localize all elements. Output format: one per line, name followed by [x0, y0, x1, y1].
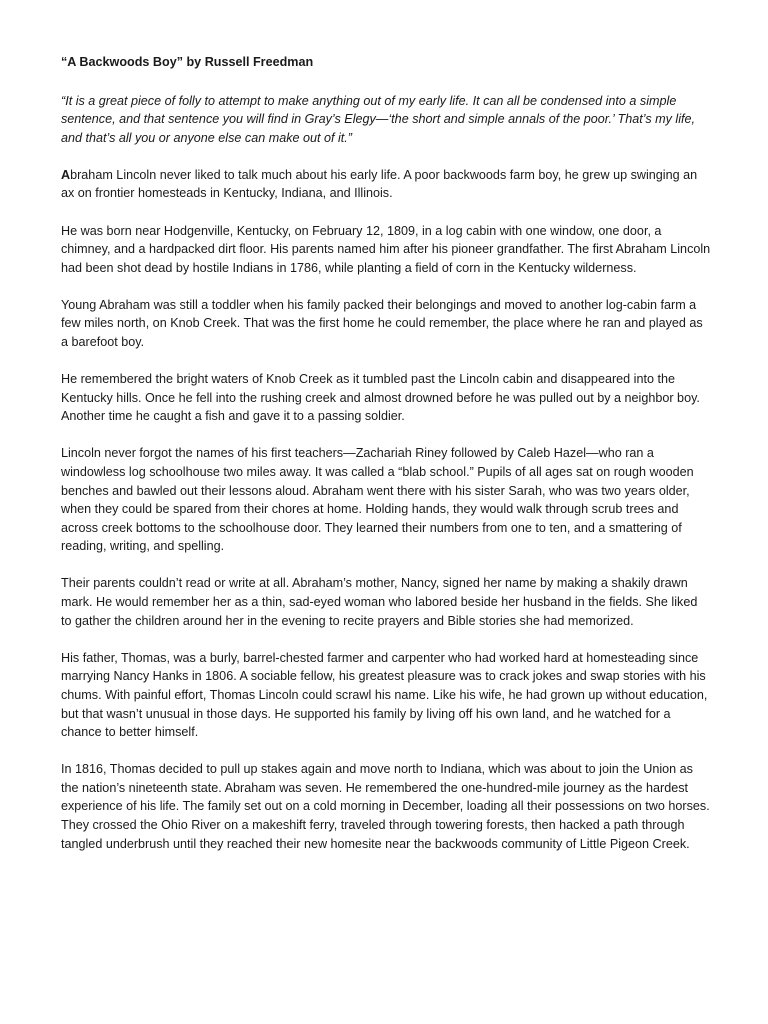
- paragraph-3: Young Abraham was still a toddler when his family packed their belongings and moved to another log-cabin farm a few miles north, on Knob Creek. That was the first home he could remember, the place where he ran and played as a barefoot boy.: [61, 297, 703, 350]
- document-title: “A Backwoods Boy” by Russell Freedman: [61, 55, 314, 69]
- paragraph-4: He remembered the bright waters of Knob Creek as it tumbled past the Lincoln cabin and disappeared into the Kentucky hills. Once he fell into the rushing creek and almost drowned before he was pulled out by a neighbor boy. Another time he caught a fish and gave it to a passing soldier.: [61, 372, 700, 424]
- paragraph-6: Their parents couldn’t read or write at all. Abraham’s mother, Nancy, signed her name by making a shakily drawn mark. He would remember her as a thin, sad-eyed woman who labored beside her husband in the fields. She liked to gather the children around her in the evening to recite prayers and Bible stories she had memorized.: [61, 576, 698, 628]
- document-body: [61, 53, 711, 872]
- paragraph-5: Lincoln never forgot the names of his first teachers—Zachariah Riney followed by Caleb Hazel—who ran a windowless log schoolhouse two miles away. It was called a “blab school.” Pupils of all ages sat on rough wooden benches and bawled out their lessons aloud. Abraham went there with his sister Sarah, who was two years older, when they could be spared from their chores at home. Holding hands, they would walk through scrub trees and across creek bottoms to the schoolhouse door. They learned their numbers from one to ten, and a smattering of reading, writing, and spelling.: [61, 446, 694, 554]
- paragraph-7: His father, Thomas, was a burly, barrel-chested farmer and carpenter who had worked hard at homesteading since marrying Nancy Hanks in 1806. A sociable fellow, his greatest pleasure was to crack jokes and swap stories with his chums. With painful effort, Thomas Lincoln could scrawl his name. Like his wife, he had grown up without education, but that wasn’t unusual in those days. He supported his family by living off his own land, and he watched for a chance to better himself.: [61, 650, 708, 740]
- paragraph-8: In 1816, Thomas decided to pull up stakes again and move north to Indiana, which was about to join the Union as the nation’s nineteenth state. Abraham was seven. He remembered the one-hundred-mile journey as the hardest experience of his life. The family set out on a cold morning in December, loading all their possessions on two horses. They crossed the Ohio River on a makeshift ferry, traveled through towering forests, then hacked a path through tangled underbrush until they reached their new homesite near the backwoods community of Little Pigeon Creek.: [61, 762, 710, 851]
- paragraph-1: [61, 166, 711, 203]
- paragraph-2: He was born near Hodgenville, Kentucky, on February 12, 1809, in a log cabin with one window, one door, a chimney, and a hardpacked dirt floor. His parents named him after his pioneer grandfather. The first Abraham Lincoln had been shot dead by hostile Indians in 1786, while planting a field of corn in the Kentucky wilderness.: [61, 223, 711, 275]
- initial-letter: A: [61, 167, 71, 182]
- paragraph-1-text: braham Lincoln never liked to talk much about his early life. A poor backwoods farm boy, he grew up swinging an ax on frontier homesteads in Kentucky, Indiana, and Illinois.: [61, 167, 698, 201]
- epigraph-quote: “It is a great piece of folly to attempt to make anything out of my early life. It can all be condensed into a simple sentence, and that sentence you will find in Gray’s Elegy—‘the short and simple annals of the poor.’ That’s my life, and that’s all you or anyone else can make out of it.”: [61, 93, 695, 145]
